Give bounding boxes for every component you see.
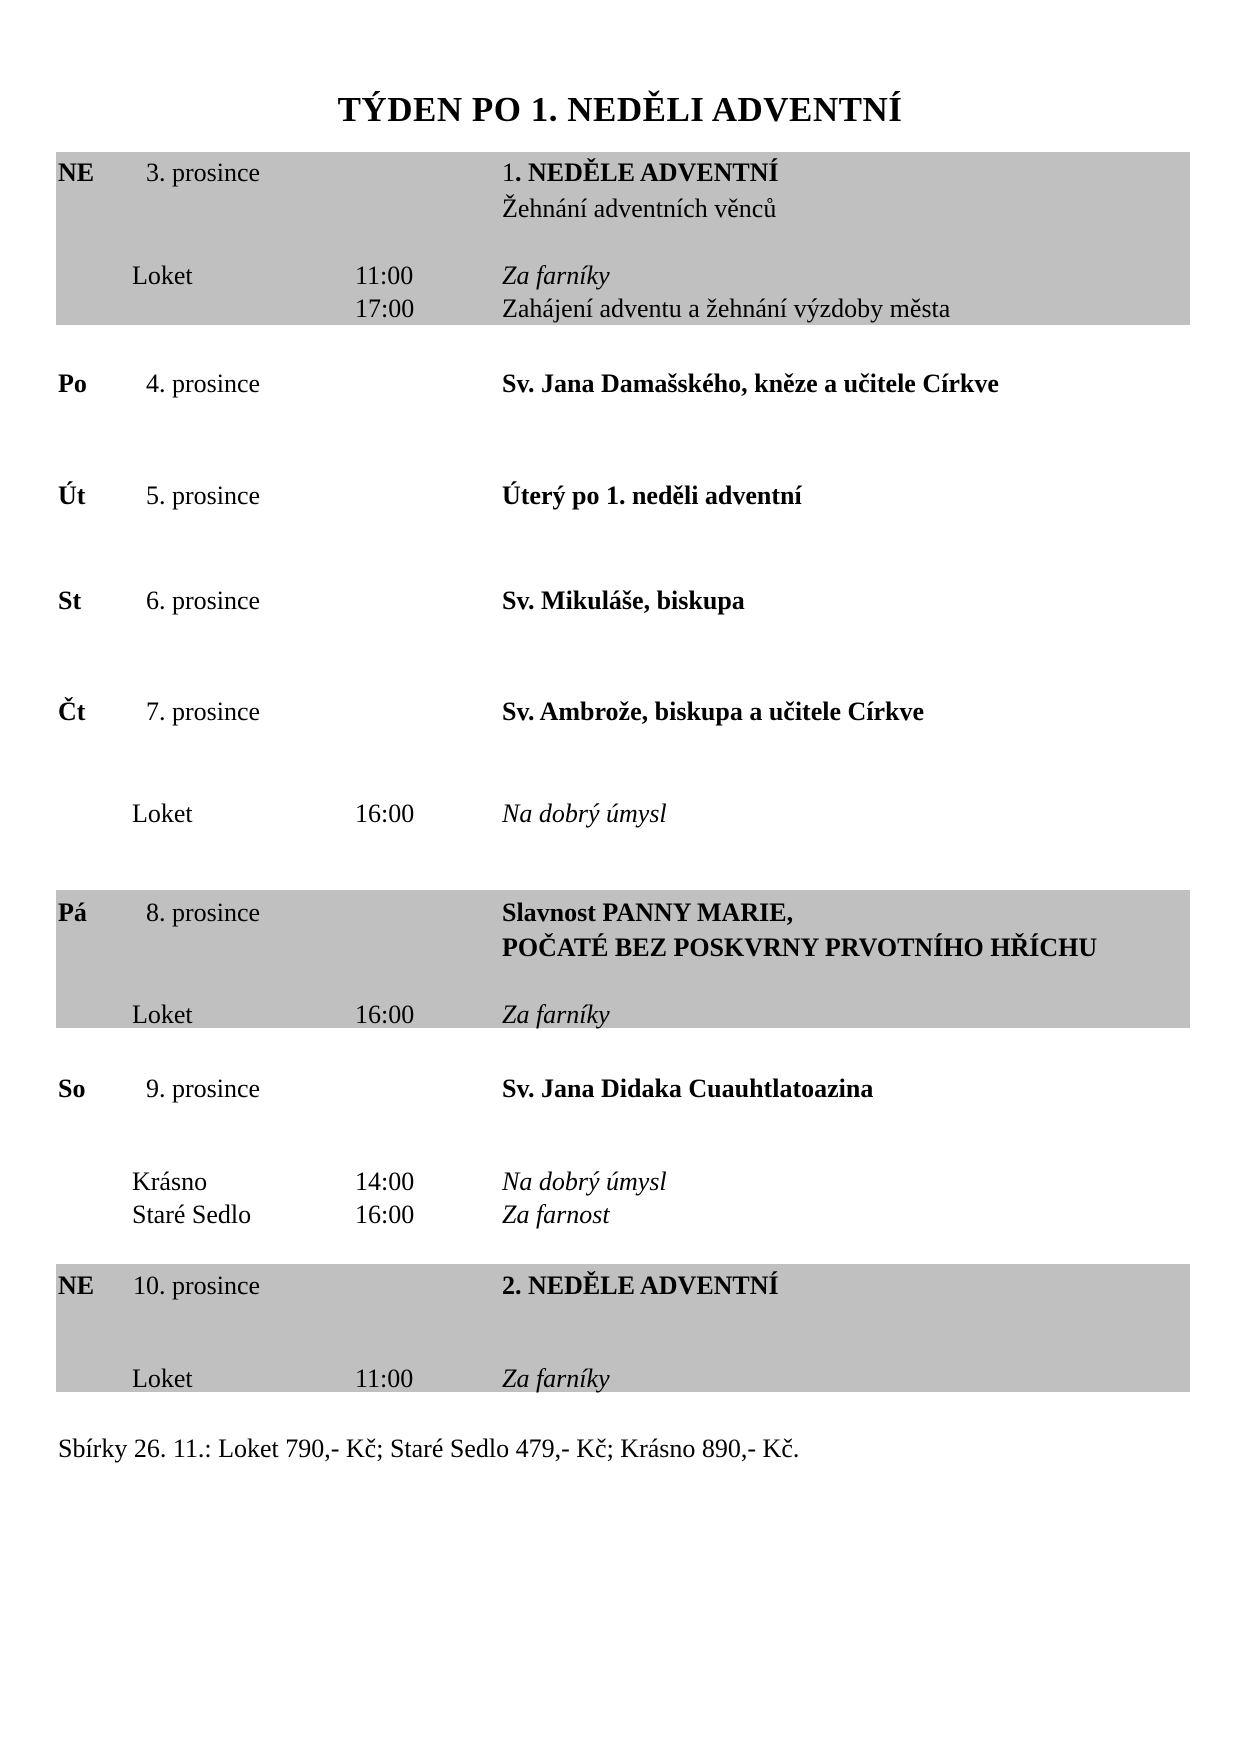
service-intention: Za farníky <box>502 1000 610 1029</box>
service-place: Loket <box>132 1000 193 1029</box>
feast-note: Žehnání adventních věnců <box>502 194 777 223</box>
feast-title: Úterý po 1. neděli adventní <box>502 481 802 510</box>
service-intention: Na dobrý úmysl <box>502 1167 667 1196</box>
date-label: 8. prosince <box>146 898 261 927</box>
service-place: Loket <box>132 1364 193 1393</box>
day-label: Čt <box>58 697 86 726</box>
date-label: 5. prosince <box>146 481 261 510</box>
service-intention: Za farnost <box>502 1200 610 1229</box>
service-time: 16:00 <box>355 799 415 828</box>
date-label: 7. prosince <box>146 697 261 726</box>
feast-title: 2. NEDĚLE ADVENTNÍ <box>502 1271 779 1300</box>
service-time: 16:00 <box>355 1200 415 1229</box>
service-time: 17:00 <box>355 294 415 323</box>
service-place: Loket <box>132 261 193 290</box>
day-label: St <box>58 586 82 615</box>
service-place: Loket <box>132 799 193 828</box>
service-intention: Za farníky <box>502 261 610 290</box>
service-time: 11:00 <box>355 1364 414 1393</box>
date-label: 6. prosince <box>146 586 261 615</box>
service-intention: Na dobrý úmysl <box>502 799 667 828</box>
feast-title: Slavnost PANNY MARIE, <box>502 898 794 927</box>
day-label: NE <box>58 1271 95 1300</box>
feast-title-line2: POČATÉ BEZ POSKVRNY PRVOTNÍHO HŘÍCHU <box>502 933 1098 962</box>
date-label: 3. prosince <box>146 158 261 187</box>
day-label: Út <box>58 481 86 510</box>
service-time: 14:00 <box>355 1167 415 1196</box>
date-label: 10. prosince <box>133 1271 261 1300</box>
feast-title: Sv. Mikuláše, biskupa <box>502 586 745 615</box>
date-label: 9. prosince <box>146 1074 261 1103</box>
feast-title-number: 1 <box>502 158 515 187</box>
feast-title: Sv. Ambrože, biskupa a učitele Církve <box>502 697 925 726</box>
service-place: Krásno <box>132 1167 208 1196</box>
service-text: Zahájení adventu a žehnání výzdoby města <box>502 294 951 323</box>
service-intention: Za farníky <box>502 1364 610 1393</box>
day-label: Po <box>58 369 87 398</box>
date-label: 4. prosince <box>146 369 261 398</box>
feast-title-rest: . NEDĚLE ADVENTNÍ <box>515 158 779 187</box>
feast-title: Sv. Jana Damašského, kněze a učitele Církve <box>502 369 999 398</box>
day-label: Pá <box>58 898 87 927</box>
service-time: 11:00 <box>355 261 414 290</box>
collections-note: Sbírky 26. 11.: Loket 790,- Kč; Staré Sedlo 479,- Kč; Krásno 890,- Kč. <box>58 1434 800 1463</box>
page-title: TÝDEN PO 1. NEDĚLI ADVENTNÍ <box>337 90 903 129</box>
day-label: NE <box>58 158 95 187</box>
day-label: So <box>58 1074 86 1103</box>
feast-title: Sv. Jana Didaka Cuauhtlatoazina <box>502 1074 874 1103</box>
service-place: Staré Sedlo <box>132 1200 252 1229</box>
service-time: 16:00 <box>355 1000 415 1029</box>
feast-title <box>502 160 779 186</box>
